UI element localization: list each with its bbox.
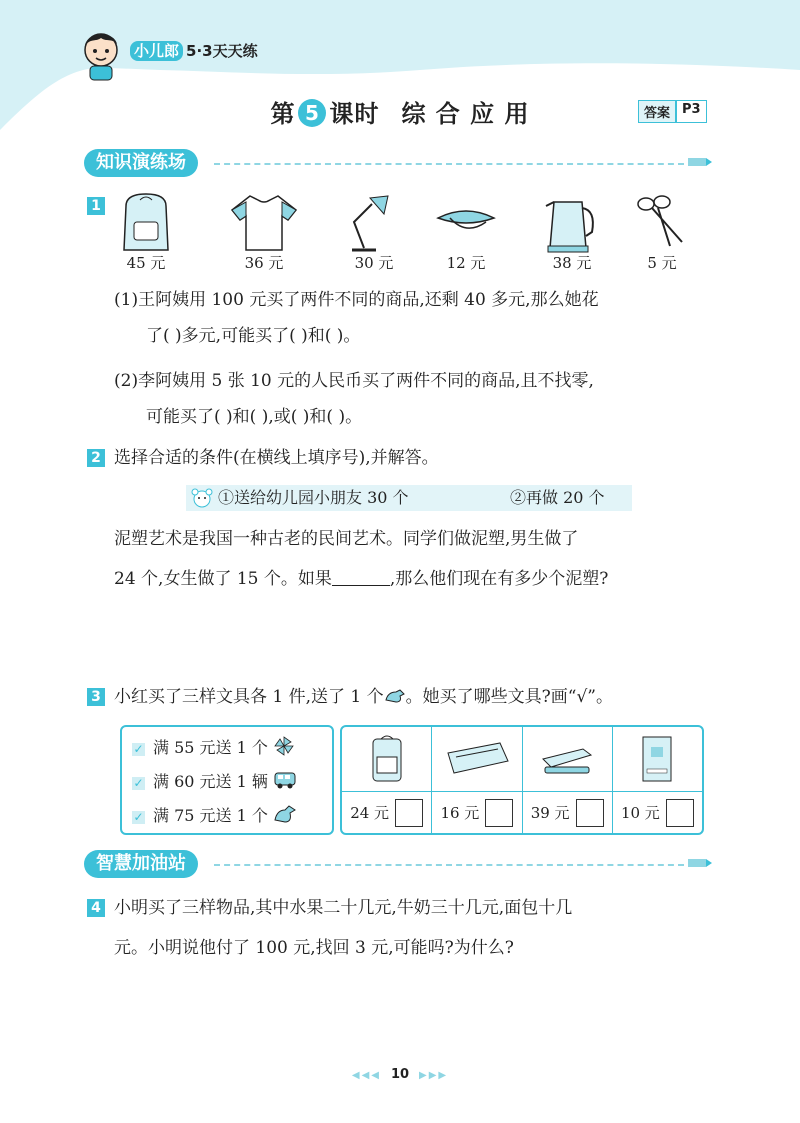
product-cell: [342, 727, 432, 833]
lesson-title: 第 5 课时 综 合 应 用: [270, 100, 530, 128]
item-price: 45 元: [126, 254, 166, 272]
desk-lamp-icon: [338, 192, 410, 254]
brand-logo: 小儿郎 5·3天天练: [130, 40, 258, 61]
q2-story-line2: 24 个,女生做了 15 个。如果 ,那么他们现在有多少个泥塑?: [114, 569, 609, 589]
toy-bus-icon: [273, 770, 297, 790]
product-price: 10 元: [620, 804, 660, 822]
stationery-table: [340, 725, 704, 835]
section-header-challenge: 智慧加油站: [84, 850, 198, 878]
q3-instruction: 小红买了三样文具各 1 件,送了 1 个 。她买了哪些文具?画“√”。: [114, 687, 613, 707]
q1-part2-line2: 可能买了( )和( ),或( )和( )。: [146, 407, 363, 427]
product-price: 24 元: [350, 804, 390, 822]
q1-part1-line1: (1)王阿姨用 100 元买了两件不同的商品,还剩 40 多元,那么她花: [114, 290, 599, 310]
lesson-number-badge: 5: [298, 99, 326, 127]
pinwheel-icon: [273, 736, 295, 756]
mascot-boy-icon: [76, 28, 126, 82]
condition-options: [186, 485, 632, 511]
pencil-case-icon: [442, 739, 512, 779]
answer-reference: 答案 P3: [638, 100, 707, 123]
answer-checkbox[interactable]: [485, 799, 513, 827]
question-number-3: 3: [87, 688, 105, 706]
backpack-icon: [110, 192, 182, 254]
stapler-icon: [537, 739, 597, 779]
question-number-1: 1: [87, 197, 105, 215]
answer-checkbox[interactable]: [666, 799, 694, 827]
q2-story-line1: 泥塑艺术是我国一种古老的民间艺术。同学们做泥塑,男生做了: [114, 529, 579, 549]
answer-checkbox[interactable]: [576, 799, 604, 827]
section-divider: [214, 864, 684, 866]
product-cell: [523, 727, 613, 833]
item-price: 30 元: [354, 254, 394, 272]
q1-part1-line2: 了( )多元,可能买了( )和( )。: [146, 326, 361, 346]
promotion-list: [120, 725, 334, 835]
q4-line2: 元。小明说他付了 100 元,找回 3 元,可能吗?为什么?: [114, 938, 514, 958]
product-cell: [432, 727, 522, 833]
pencil-decoration-icon: [688, 857, 712, 869]
answer-checkbox[interactable]: [395, 799, 423, 827]
check-icon: ✓: [133, 742, 144, 756]
product-cell: [613, 727, 702, 833]
product-price: 16 元: [440, 804, 480, 822]
item-price: 38 元: [552, 254, 592, 272]
q1-part2-line1: (2)李阿姨用 5 张 10 元的人民币买了两件不同的商品,且不找零,: [114, 371, 594, 391]
q4-line1: 小明买了三样物品,其中水果二十几元,牛奶三十几元,面包十几: [114, 898, 573, 918]
page-number: ◀◀◀ 10 ▶▶▶: [351, 1067, 449, 1082]
check-icon: ✓: [133, 810, 144, 824]
section-header-practice: 知识演练场: [84, 149, 198, 177]
section-divider: [214, 163, 684, 165]
scissors-icon: [632, 192, 692, 254]
bear-face-icon: [190, 487, 214, 509]
option-1: ①送给幼儿园小朋友 30 个: [218, 488, 409, 507]
question-number-2: 2: [87, 449, 105, 467]
product-price: 39 元: [530, 804, 570, 822]
schoolbag-icon: [367, 733, 407, 785]
promotion-item: ✓ 满 75 元送 1 个: [132, 803, 297, 826]
toy-dinosaur-icon: [273, 804, 297, 824]
kettle-icon: [536, 192, 608, 254]
visor-cap-icon: [430, 192, 502, 254]
promotion-item: ✓ 满 60 元送 1 辆: [132, 769, 297, 792]
question-number-4: 4: [87, 899, 105, 917]
item-price: 12 元: [446, 254, 486, 272]
gift-dinosaur-icon: [384, 688, 406, 704]
option-2: ②再做 20 个: [510, 488, 605, 507]
promotion-item: ✓ 满 55 元送 1 个: [132, 735, 295, 758]
notebook-icon: [637, 733, 677, 785]
item-price: 36 元: [244, 254, 284, 272]
q2-instruction: 选择合适的条件(在横线上填序号),并解答。: [114, 448, 439, 468]
pencil-decoration-icon: [688, 156, 712, 168]
item-price: 5 元: [647, 254, 677, 272]
check-icon: ✓: [133, 776, 144, 790]
tshirt-icon: [228, 192, 300, 254]
answer-blank[interactable]: [332, 567, 390, 586]
